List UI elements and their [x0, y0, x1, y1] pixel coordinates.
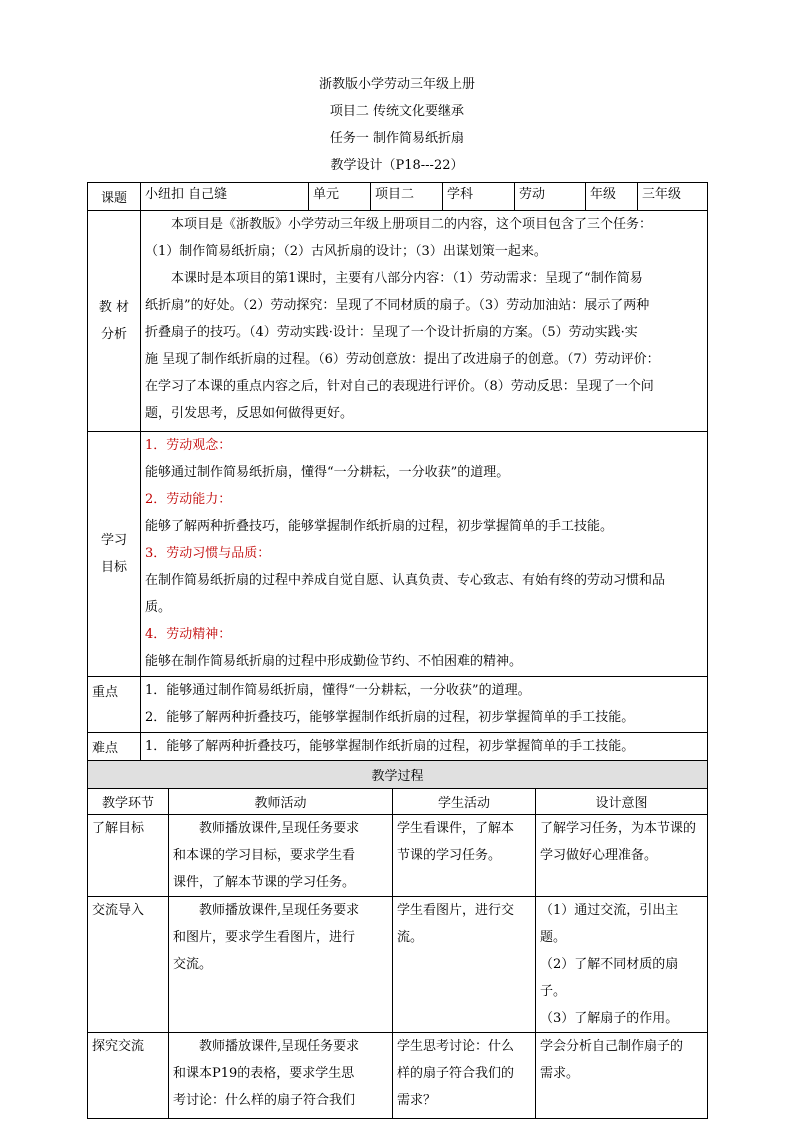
student-cell [393, 897, 536, 1033]
cell-line: 需求。 [540, 1066, 580, 1081]
key-label: 重点 [88, 677, 141, 733]
cell-line: 学生思考讨论：什么 [397, 1039, 515, 1054]
topic-label: 课题 [88, 183, 141, 211]
goals-row [88, 432, 708, 677]
process-table [87, 760, 708, 1119]
key-content [141, 677, 708, 733]
process-header-row [88, 789, 708, 815]
difficult-row [88, 733, 708, 761]
task-title: 任务一 制作简易纸折扇 [329, 131, 465, 146]
goal-heading: 2．劳动能力： [145, 492, 232, 507]
cell-line: 交流。 [173, 957, 213, 972]
cell-line: 学习做好心理准备。 [540, 848, 658, 863]
cell-line: 流。 [397, 930, 424, 945]
intent-cell [536, 897, 708, 1033]
subject-value: 劳动 [515, 183, 586, 211]
cell-line: 学会分析自己制作扇子的 [540, 1039, 684, 1054]
difficult-content [141, 733, 708, 761]
cell-line: 和图片，要求学生看图片，进行 [173, 930, 356, 945]
cell-line: 学生看图片，进行交 [397, 903, 515, 918]
teacher-cell [169, 897, 393, 1033]
table-row [88, 1033, 708, 1119]
key-point: 1．能够通过制作简易纸折扇，懂得“一分耕耘，一分收获”的道理。 [145, 683, 531, 698]
goal-heading: 4．劳动精神： [145, 627, 232, 642]
analysis-text: 本项目是《浙教版》小学劳动三年级上册项目二的内容，这个项目包含了三个任务： [171, 217, 653, 232]
goals-label [88, 432, 141, 677]
goals-label-line2: 目标 [100, 560, 127, 575]
teacher-cell [169, 1033, 393, 1119]
subject-label: 学科 [443, 183, 515, 211]
intent-cell [536, 1033, 708, 1119]
cell-line: 需求？ [397, 1093, 437, 1108]
design-title: 教学设计（P18---22） [330, 158, 464, 173]
col-header-teacher: 教师活动 [169, 789, 393, 815]
analysis-text: 施 呈现了制作纸折扇的过程。（6）劳动创意放：提出了改进扇子的创意。（7）劳动评价： [145, 352, 660, 367]
analysis-label [88, 211, 141, 432]
analysis-text: 纸折扇”的好处。（2）劳动探究：呈现了不同材质的扇子。（3）劳动加油站：展示了两种 [145, 298, 650, 313]
lesson-info-table [87, 182, 708, 761]
analysis-row [88, 211, 708, 432]
cell-line: （2）了解不同材质的扇子。 [540, 957, 679, 999]
stage-cell: 探究交流 [88, 1033, 169, 1119]
process-title-row [88, 761, 708, 789]
goal-text: 能够在制作简易纸折扇的过程中形成勤俭节约、不怕困难的精神。 [145, 654, 523, 669]
unit-label: 单元 [309, 183, 371, 211]
goal-text: 能够了解两种折叠技巧，能够掌握制作纸折扇的过程，初步掌握简单的手工技能。 [145, 519, 614, 534]
stage-cell: 交流导入 [88, 897, 169, 1033]
cell-line: 和课本P19的表格，要求学生思 [173, 1066, 355, 1081]
cell-line: 和本课的学习目标，要求学生看 [173, 848, 356, 863]
grade-value: 三年级 [638, 183, 708, 211]
goal-text: 质。 [145, 600, 172, 615]
teacher-cell [169, 815, 393, 897]
analysis-label-line2: 分析 [100, 327, 127, 342]
topic-value: 小纽扣 自己缝 [141, 183, 309, 211]
goal-heading: 1．劳动观念： [145, 438, 232, 453]
intent-cell [536, 815, 708, 897]
key-point: 2．能够了解两种折叠技巧，能够掌握制作纸折扇的过程，初步掌握简单的手工技能。 [145, 710, 635, 725]
analysis-text: 折叠扇子的技巧。（4）劳动实践·设计：呈现了一个设计折扇的方案。（5）劳动实践·实 [145, 325, 638, 340]
cell-line: 样的扇子符合我们的 [397, 1066, 515, 1081]
goals-label-line1: 学习 [100, 533, 127, 548]
analysis-text: （1）制作简易纸折扇；（2）古风折扇的设计；（3）出谋划策一起来。 [145, 244, 547, 259]
grade-label: 年级 [586, 183, 638, 211]
analysis-text: 在学习了本课的重点内容之后，针对自己的表现进行评价。（8）劳动反思：呈现了一个问 [145, 379, 654, 394]
col-header-stage: 教学环节 [88, 789, 169, 815]
cell-line: 节课的学习任务。 [397, 848, 502, 863]
cell-line: 了解学习任务，为本节课的 [540, 821, 697, 836]
cell-line: （1）通过交流，引出主题。 [540, 903, 679, 945]
analysis-text: 本课时是本项目的第1课时，主要有八部分内容：（1）劳动需求：呈现了“制作简易 [171, 271, 643, 286]
student-cell [393, 1033, 536, 1119]
table-row [88, 897, 708, 1033]
doc-title: 浙教版小学劳动三年级上册 [318, 77, 475, 92]
cell-line: 教师播放课件,呈现任务要求 [199, 1039, 360, 1054]
cell-line: 学生看课件，了解本 [397, 821, 515, 836]
stage-cell: 了解目标 [88, 815, 169, 897]
cell-line: 教师播放课件,呈现任务要求 [199, 903, 360, 918]
col-header-student: 学生活动 [393, 789, 536, 815]
cell-line: （3）了解扇子的作用。 [540, 1011, 679, 1026]
goal-text: 在制作简易纸折扇的过程中养成自觉自愿、认真负责、专心致志、有始有终的劳动习惯和品 [145, 573, 666, 588]
goal-heading: 3．劳动习惯与品质： [145, 546, 271, 561]
unit-value: 项目二 [371, 183, 443, 211]
project-title: 项目二 传统文化要继承 [329, 104, 465, 119]
goal-text: 能够通过制作简易纸折扇，懂得“一分耕耘，一分收获”的道理。 [145, 465, 510, 480]
cell-line: 课件，了解本节课的学习任务。 [173, 875, 356, 890]
goals-content [141, 432, 708, 677]
cell-line: 教师播放课件,呈现任务要求 [199, 821, 360, 836]
difficult-label: 难点 [88, 733, 141, 761]
difficult-point: 1．能够了解两种折叠技巧，能够掌握制作纸折扇的过程，初步掌握简单的手工技能。 [145, 739, 635, 754]
student-cell [393, 815, 536, 897]
analysis-content [141, 211, 708, 432]
info-row [88, 183, 708, 211]
process-title: 教学过程 [88, 761, 708, 789]
table-row [88, 815, 708, 897]
analysis-text: 题，引发思考，反思如何做得更好。 [145, 406, 354, 421]
col-header-intent: 设计意图 [536, 789, 708, 815]
cell-line: 考讨论：什么样的扇子符合我们 [173, 1093, 356, 1108]
analysis-label-line1: 教 材 [98, 300, 130, 315]
key-row [88, 677, 708, 733]
